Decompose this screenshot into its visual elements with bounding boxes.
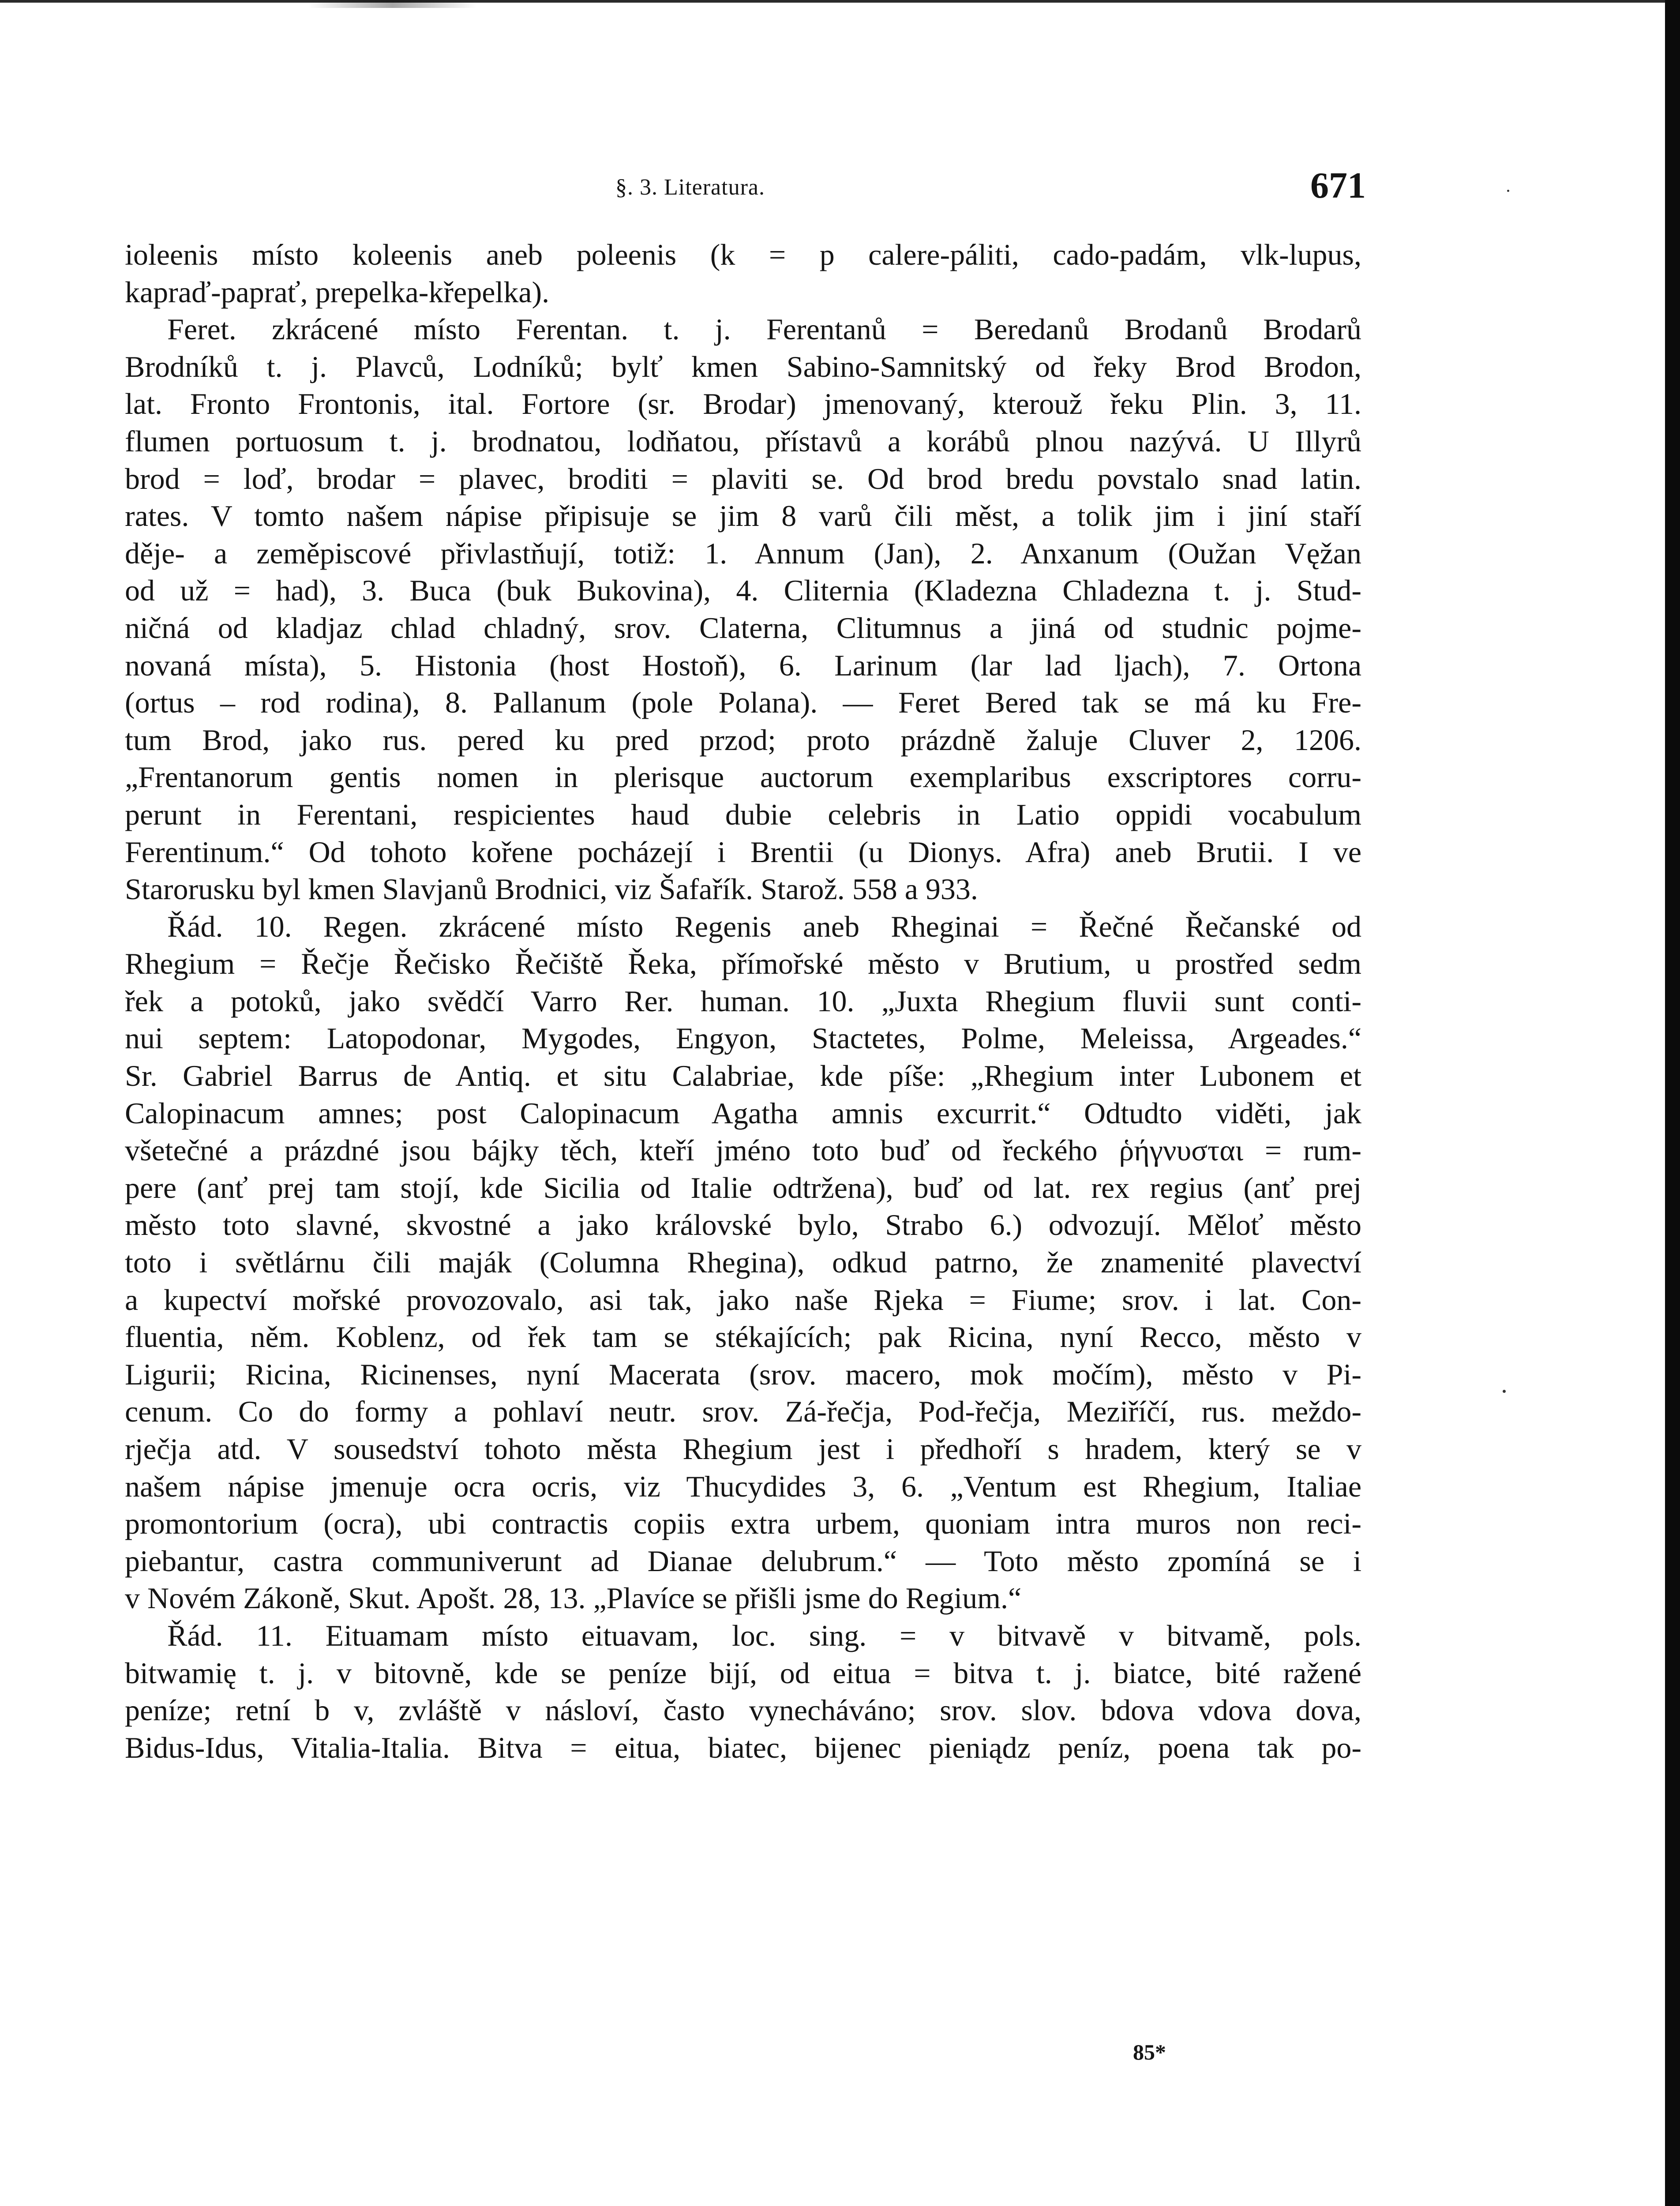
text-line: rječja atd. V sousedství tohoto města Rhegium jest i předhoří s hradem, který se v bbox=[125, 1432, 1361, 1466]
scan-speck bbox=[1503, 1390, 1506, 1393]
text-line: peníze; retní b v, zvláště v násloví, často vynecháváno; srov. slov. bdova vdova dova, bbox=[125, 1693, 1361, 1727]
text-line: Feret. zkrácené místo Ferentan. t. j. Ferentanů = Beredanů Brodanů Brodarů bbox=[167, 312, 1361, 346]
page-number: 671 bbox=[1310, 165, 1366, 206]
text-line: všetečné a prázdné jsou bájky těch, kteří jméno toto buď od řeckého ῥήγνυσται = rum- bbox=[125, 1133, 1361, 1167]
text-line: ioleenis místo koleenis aneb poleenis (k = p calere-páliti, cado-padám, vlk-lupus, bbox=[125, 238, 1361, 271]
text-line: Calopinacum amnes; post Calopinacum Agatha amnis excurrit.“ Odtudto viděti, jak bbox=[125, 1096, 1361, 1130]
text-line: lat. Fronto Frontonis, ital. Fortore (sr. Brodar) jmenovaný, kterouž řeku Plin. 3, 11. bbox=[125, 387, 1361, 421]
text-line: perunt in Ferentani, respicientes haud dubie celebris in Latio oppidi vocabulum bbox=[125, 797, 1361, 831]
text-line: Sr. Gabriel Barrus de Antiq. et situ Calabriae, kde píše: „Rhegium inter Lubonem et bbox=[125, 1059, 1361, 1093]
text-line: „Frentanorum gentis nomen in plerisque auctorum exemplaribus exscriptores corru- bbox=[125, 760, 1361, 794]
text-line: město toto slavné, skvostné a jako královské bylo, Strabo 6.) odvozují. Měloť město bbox=[125, 1208, 1361, 1242]
text-line: v Novém Zákoně, Skut. Apošt. 28, 13. „Plavíce se přišli jsme do Regium.“ bbox=[125, 1581, 1022, 1615]
text-line: (ortus – rod rodina), 8. Pallanum (pole Polana). — Feret Bered tak se má ku Fre- bbox=[125, 686, 1361, 720]
body-text bbox=[125, 236, 1361, 1766]
text-line: promontorium (ocra), ubi contractis copiis extra urbem, quoniam intra muros non reci- bbox=[125, 1507, 1361, 1541]
text-line: fluentia, něm. Koblenz, od řek tam se stékajících; pak Ricina, nyní Recco, město v bbox=[125, 1320, 1361, 1354]
text-line: od už = had), 3. Buca (buk Bukovina), 4. Cliternia (Kladezna Chladezna t. j. Stud- bbox=[125, 574, 1361, 608]
text-line: kapraď-paprať, prepelka-křepelka). bbox=[125, 275, 550, 309]
text-line: Starorusku byl kmen Slavjanů Brodnici, viz Šafařík. Starož. 558 a 933. bbox=[125, 872, 978, 906]
text-line: rates. V tomto našem nápise připisuje se jim 8 varů čili měst, a tolik jim i jiní staří bbox=[125, 499, 1361, 533]
text-line: Řád. 11. Eituamam místo eituavam, loc. sing. = v bitvavě v bitvamě, pols. bbox=[167, 1618, 1361, 1652]
scan-smudge bbox=[309, 0, 476, 8]
text-line: tum Brod, jako rus. pered ku pred przod; proto prázdně žaluje Cluver 2, 1206. bbox=[125, 723, 1361, 757]
text-line: toto i světlárnu čili maják (Columna Rhegina), odkud patrno, že znamenité plavectví bbox=[125, 1246, 1361, 1279]
signature-mark: 85* bbox=[1133, 2040, 1166, 2064]
text-line: Rhegium = Řečje Řečisko Řečiště Řeka, přímořské město v Brutium, u prostřed sedm bbox=[125, 947, 1361, 981]
text-line: pere (anť prej tam stojí, kde Sicilia od Italie odtržena), buď od lat. rex regius (anť prej bbox=[125, 1171, 1361, 1204]
text-line: ničná od kladjaz chlad chladný, srov. Claterna, Clitumnus a jiná od studnic pojme- bbox=[125, 611, 1361, 645]
text-line: Brodníků t. j. Plavců, Lodníků; bylť kmen Sabino-Samnitský od řeky Brod Brodon, bbox=[125, 349, 1361, 383]
text-line: děje- a zeměpiscové přivlastňují, totiž: 1. Annum (Jan), 2. Anxanum (Oužan Vęžan bbox=[125, 536, 1361, 570]
scan-right-border bbox=[1665, 0, 1680, 2206]
scan-top-edge bbox=[0, 0, 1680, 3]
text-line: nui septem: Latopodonar, Mygodes, Engyon, Stactetes, Polme, Meleissa, Argeades.“ bbox=[125, 1021, 1361, 1055]
text-line: cenum. Co do formy a pohlaví neutr. srov. Zá-řečja, Pod-řečja, Meziříčí, rus. meždo- bbox=[125, 1395, 1361, 1429]
text-line: řek a potoků, jako svědčí Varro Rer. human. 10. „Juxta Rhegium fluvii sunt conti- bbox=[125, 984, 1361, 1018]
text-line: Bidus-Idus, Vitalia-Italia. Bitva = eitua, biatec, bijenec pieniądz peníz, poena tak po- bbox=[125, 1730, 1361, 1764]
text-line: bitwamię t. j. v bitovně, kde se peníze bijí, od eitua = bitva t. j. biatce, bité ražené bbox=[125, 1656, 1361, 1690]
running-head: §. 3. Literatura. bbox=[615, 175, 765, 200]
text-line: Řád. 10. Regen. zkrácené místo Regenis aneb Rheginai = Řečné Řečanské od bbox=[167, 909, 1361, 943]
text-line: flumen portuosum t. j. brodnatou, lodňatou, přístavů a korábů plnou nazývá. U Illyrů bbox=[125, 424, 1361, 458]
text-line: a kupectví mořské provozovalo, asi tak, jako naše Rjeka = Fiume; srov. i lat. Con- bbox=[125, 1283, 1361, 1317]
text-line: brod = loď, brodar = plavec, broditi = plaviti se. Od brod bredu povstalo snad latin. bbox=[125, 461, 1361, 495]
text-line: našem nápise jmenuje ocra ocris, viz Thucydides 3, 6. „Ventum est Rhegium, Italiae bbox=[125, 1469, 1361, 1503]
scan-speck bbox=[1507, 190, 1509, 192]
text-line: novaná místa), 5. Histonia (host Hostoň), 6. Larinum (lar lad ljach), 7. Ortona bbox=[125, 648, 1361, 682]
text-line: piebantur, castra communiverunt ad Dianae delubrum.“ — Toto město zpomíná se i bbox=[125, 1544, 1361, 1578]
text-line: Ferentinum.“ Od tohoto kořene pocházejí i Brentii (u Dionys. Afra) aneb Brutii. I ve bbox=[125, 835, 1361, 869]
text-line: Ligurii; Ricina, Ricinenses, nyní Macerata (srov. macero, mok močím), město v Pi- bbox=[125, 1357, 1361, 1391]
